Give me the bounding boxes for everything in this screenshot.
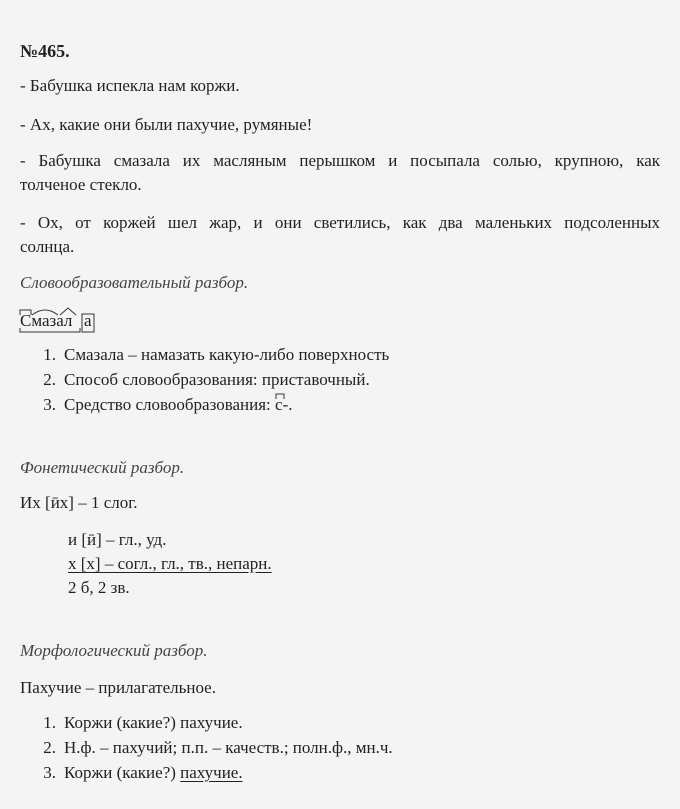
morpheme-diagram bbox=[18, 306, 104, 334]
list-number: 2. bbox=[43, 738, 56, 757]
list-item bbox=[30, 762, 243, 784]
list-item bbox=[30, 712, 243, 734]
list-text: Способ словообразования: приставочный. bbox=[64, 370, 370, 389]
list-number: 3. bbox=[43, 395, 56, 414]
phonetic-heading: Фонетический разбор. bbox=[20, 458, 185, 477]
paragraph-4-line-2: солнца. bbox=[20, 237, 75, 256]
morphological-word: Пахучие – прилагательное. bbox=[20, 678, 216, 697]
prefix-example: с bbox=[275, 394, 283, 416]
phonetic-summary: 2 б, 2 зв. bbox=[68, 578, 130, 597]
list-text: Средство словообразования: bbox=[64, 395, 276, 414]
list-number: 1. bbox=[43, 713, 56, 732]
list-text: Коржи (какие?) пахучие. bbox=[64, 713, 243, 732]
phonetic-sound-line: и [ӣ] – гл., уд. bbox=[68, 530, 167, 549]
list-item: 3. Средство словообразования: с-. bbox=[30, 394, 293, 416]
paragraph-3-line-1: - Бабушка смазала их масляным перышком и посыпала солью, крупною, как bbox=[20, 151, 660, 170]
paragraph-3-line-2: толченое стекло. bbox=[20, 175, 142, 194]
list-text-underlined: пахучие. bbox=[180, 763, 243, 782]
phonetic-sound-line: х [х] – согл., гл., тв., непарн. bbox=[68, 554, 272, 573]
list-item bbox=[30, 344, 389, 366]
prefix-mark-icon bbox=[275, 392, 285, 400]
list-number: 3. bbox=[43, 763, 56, 782]
phonetic-word: Их [ӣх] – 1 слог. bbox=[20, 493, 138, 512]
list-text: Коржи (какие?) bbox=[64, 763, 181, 782]
paragraph-2: - Ах, какие они были пахучие, румяные! bbox=[20, 115, 313, 134]
list-item bbox=[30, 737, 393, 759]
paragraph-4-line-1: - Ох, от коржей шел жар, и они светились, как два маленьких подсоленных bbox=[20, 213, 660, 232]
word-formation-heading: Словообразовательный разбор. bbox=[20, 273, 249, 292]
exercise-number: №465. bbox=[20, 41, 70, 61]
morpheme-word-stem: Смазал bbox=[20, 311, 73, 330]
morpheme-word-ending: а bbox=[84, 311, 92, 330]
morphological-heading: Морфологический разбор. bbox=[20, 641, 208, 660]
paragraph-1: - Бабушка испекла нам коржи. bbox=[20, 76, 240, 95]
list-number: 1. bbox=[43, 345, 56, 364]
list-text: Смазала – намазать какую-либо поверхность bbox=[64, 345, 390, 364]
list-text: Н.ф. – пахучий; п.п. – качеств.; полн.ф., мн.ч. bbox=[64, 738, 393, 757]
list-number: 2. bbox=[43, 370, 56, 389]
list-item bbox=[30, 369, 370, 391]
